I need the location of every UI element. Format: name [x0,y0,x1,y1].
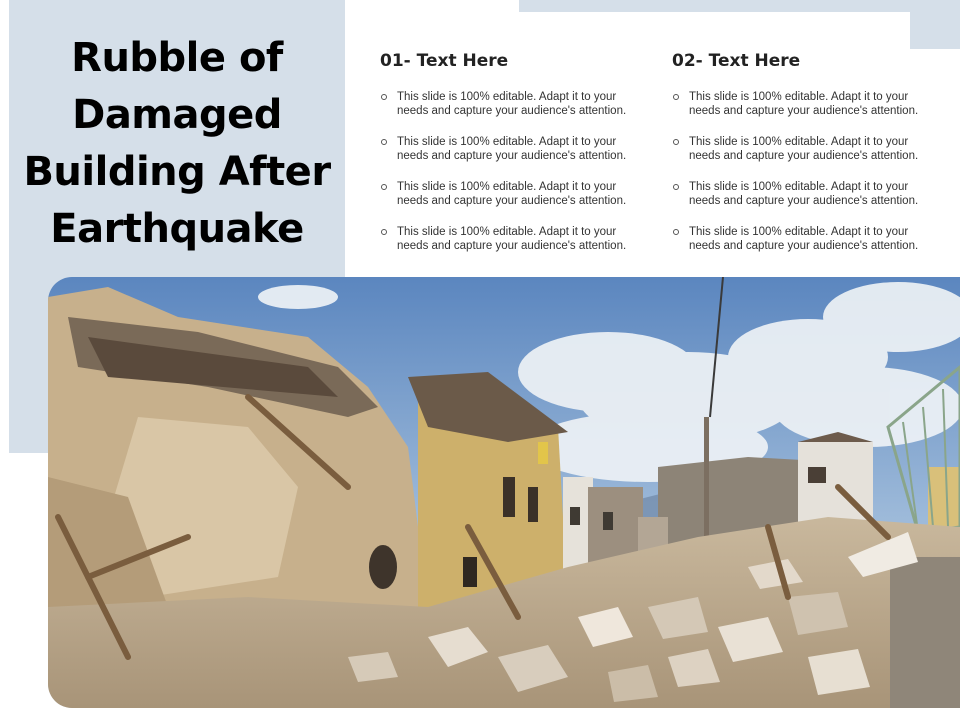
corner-accent-block [910,0,960,49]
column-1-heading[interactable]: 01- Text Here [380,51,509,71]
text-column-1 [380,50,650,270]
column-2-bullet-list [672,90,942,270]
text-column-2 [672,50,942,270]
bullet-item[interactable]: This slide is 100% editable. Adapt it to your needs and capture your audience's attention. [380,180,650,225]
bullet-item[interactable]: This slide is 100% editable. Adapt it to your needs and capture your audience's attention. [380,90,650,135]
bullet-item[interactable]: This slide is 100% editable. Adapt it to your needs and capture your audience's attention. [380,135,650,180]
rubble-illustration [48,277,960,708]
concrete-pillar [890,557,960,708]
column-2-heading[interactable]: 02- Text Here [672,51,801,71]
bullet-item[interactable]: This slide is 100% editable. Adapt it to your needs and capture your audience's attention. [672,180,942,225]
slide-title[interactable]: Rubble of Damaged Building After Earthquake [23,35,331,252]
top-accent-bar [519,0,960,12]
bullet-item[interactable]: This slide is 100% editable. Adapt it to your needs and capture your audience's attention. [672,135,942,180]
column-1-bullet-list [380,90,650,270]
bullet-item[interactable]: This slide is 100% editable. Adapt it to your needs and capture your audience's attention. [672,90,942,135]
bullet-item[interactable]: This slide is 100% editable. Adapt it to your needs and capture your audience's attention. [380,225,650,270]
bullet-item[interactable]: This slide is 100% editable. Adapt it to your needs and capture your audience's attention. [672,225,942,270]
earthquake-rubble-photo[interactable] [48,277,960,708]
